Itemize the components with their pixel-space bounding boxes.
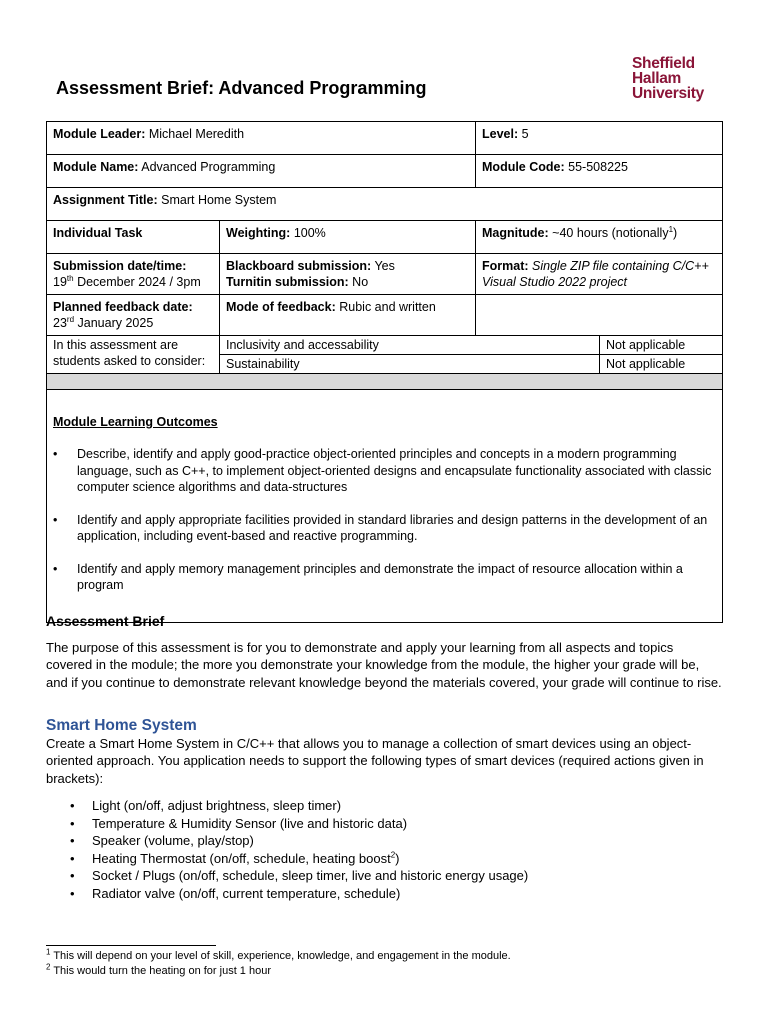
submission-suffix: th: [66, 273, 74, 283]
table-row: [47, 254, 723, 295]
list-item: [46, 885, 722, 903]
table-row: [47, 374, 723, 390]
assignment-title-label: Assignment Title:: [53, 193, 158, 207]
level-label: Level:: [482, 127, 519, 141]
assignment-title-value: Smart Home System: [161, 193, 277, 207]
submission-cell: [47, 254, 220, 295]
module-name-cell: [47, 155, 476, 188]
format-value: Single ZIP file containing C/C++ Visual Studio 2022 project: [482, 259, 709, 289]
format-label: Format:: [482, 259, 529, 273]
feedback-day: 23: [53, 316, 67, 330]
submission-method-cell: [220, 254, 476, 295]
footnote-text: This would turn the heating on for just 1 hour: [53, 965, 271, 977]
device-text: Speaker (volume, play/stop): [92, 833, 254, 848]
weighting-label: Weighting:: [226, 226, 291, 240]
weighting-cell: [220, 221, 476, 254]
footnotes: [46, 949, 511, 979]
feedback-date-cell: [47, 295, 220, 336]
device-text: Temperature & Humidity Sensor (live and historic data): [92, 815, 408, 831]
task-type: Individual Task: [47, 221, 220, 254]
list-item: • Identify and apply memory management principles and demonstrate the impact of resource allocation within a program: [53, 561, 716, 594]
list-item: • Identify and apply appropriate facilities provided in standard libraries and design patterns in the development of an application, including event-based and reactive programming.: [53, 512, 716, 545]
module-info-table: [46, 121, 723, 623]
learning-outcomes-heading: Module Learning Outcomes: [53, 415, 218, 429]
list-item: [46, 815, 722, 833]
module-code-label: Module Code:: [482, 160, 565, 174]
document-title: Assessment Brief: Advanced Programming: [56, 78, 427, 98]
weighting-value: 100%: [293, 226, 326, 240]
consider-label: In this assessment are students asked to consider:: [47, 336, 220, 374]
logo-line: University: [632, 85, 704, 102]
footnote: [46, 964, 511, 979]
learning-outcomes-cell: [47, 390, 723, 623]
list-item: [46, 832, 722, 850]
footnote-ref: 2: [390, 850, 396, 860]
device-text: Heating Thermostat (on/off, schedule, heating boost: [92, 850, 391, 866]
footnote-number: 2: [46, 962, 51, 972]
footnote-separator: [46, 945, 216, 946]
module-name-label: Module Name:: [53, 160, 139, 174]
list-item: [46, 867, 722, 885]
empty-cell: [476, 295, 723, 336]
footnote: [46, 949, 511, 964]
assessment-brief-paragraph: The purpose of this assessment is for you to demonstrate and apply your learning from all aspects and topics covered in the module; the more you demonstrate your knowledge from the module, the higher your grade will be, and if you continue to demonstrate relevant knowledge beyond the materials covered, your grade will continue to rise.: [46, 639, 722, 690]
assessment-brief-section: [46, 613, 722, 691]
consider-topic: Sustainability: [220, 355, 600, 374]
logo-line: Hallam: [632, 70, 682, 87]
device-text: Socket / Plugs (on/off, schedule, sleep timer, live and historic energy usage): [92, 868, 529, 883]
smart-home-intro: Create a Smart Home System in C/C++ that allows you to manage a collection of smart devices using an object-oriented approach. You application needs to support the following types of smart devices (required actions given in brackets):: [46, 735, 704, 786]
footnote-number: 1: [46, 947, 51, 957]
feedback-mode-value: Rubic and written: [339, 300, 436, 314]
list-item: [46, 797, 722, 815]
level-cell: [476, 122, 723, 155]
turnitin-label: Turnitin submission:: [226, 275, 349, 289]
table-row: [47, 122, 723, 155]
format-cell: [476, 254, 723, 295]
submission-rest: December 2024 / 3pm: [77, 275, 201, 289]
level-value: 5: [521, 127, 529, 141]
feedback-mode-label: Mode of feedback:: [226, 300, 336, 314]
submission-day: 19: [53, 275, 67, 289]
smart-home-heading: Smart Home System: [46, 717, 197, 734]
magnitude-cell: [476, 221, 723, 254]
assignment-title-cell: [47, 188, 723, 221]
module-code-cell: [476, 155, 723, 188]
consider-status: Not applicable: [600, 336, 723, 355]
device-text: Light (on/off, adjust brightness, sleep timer): [92, 798, 342, 813]
consider-topic: Inclusivity and accessability: [220, 336, 600, 355]
university-logo: [632, 56, 728, 101]
module-leader-cell: [47, 122, 476, 155]
learning-outcomes-list: [53, 446, 716, 618]
feedback-rest: January 2025: [77, 316, 154, 330]
module-name-value: Advanced Programming: [141, 160, 276, 174]
feedback-label: Planned feedback date:: [53, 300, 193, 314]
module-leader-value: Michael Meredith: [148, 127, 245, 141]
footnote-text: This will depend on your level of skill, experience, knowledge, and engagement in the module.: [53, 950, 511, 962]
list-item: • Describe, identify and apply good-practice object-oriented principles and concepts in a modern programming language, such as C++, to implement object-oriented designs and encapsulate functionality associated with classic computer science algorithms and data-structures: [53, 446, 716, 496]
module-code-value: 55-508225: [568, 160, 628, 174]
turnitin-value: No: [352, 275, 369, 289]
module-leader-label: Module Leader:: [53, 127, 146, 141]
magnitude-label: Magnitude:: [482, 226, 549, 240]
submission-label: Submission date/time:: [53, 259, 187, 273]
blackboard-label: Blackboard submission:: [226, 259, 372, 273]
magnitude-close: ): [673, 226, 678, 240]
table-row: [47, 155, 723, 188]
table-row: [47, 390, 723, 623]
table-row: [47, 188, 723, 221]
feedback-mode-cell: [220, 295, 476, 336]
device-list: [46, 797, 722, 902]
shaded-divider: [47, 374, 723, 390]
table-row: [47, 221, 723, 254]
table-row: [47, 295, 723, 336]
consider-status: Not applicable: [600, 355, 723, 374]
logo-line: Sheffield: [632, 55, 695, 72]
device-text-tail: ): [395, 850, 400, 866]
feedback-suffix: rd: [66, 314, 75, 324]
list-item: [46, 850, 722, 868]
table-row: [47, 336, 723, 355]
assessment-brief-heading: Assessment Brief: [46, 613, 165, 629]
blackboard-value: Yes: [374, 259, 395, 273]
footnote-ref: 1: [668, 224, 674, 234]
magnitude-value: ~40 hours (notionally: [552, 226, 669, 240]
smart-home-section: [46, 717, 722, 902]
device-text: Radiator valve (on/off, current temperature, schedule): [92, 885, 401, 901]
